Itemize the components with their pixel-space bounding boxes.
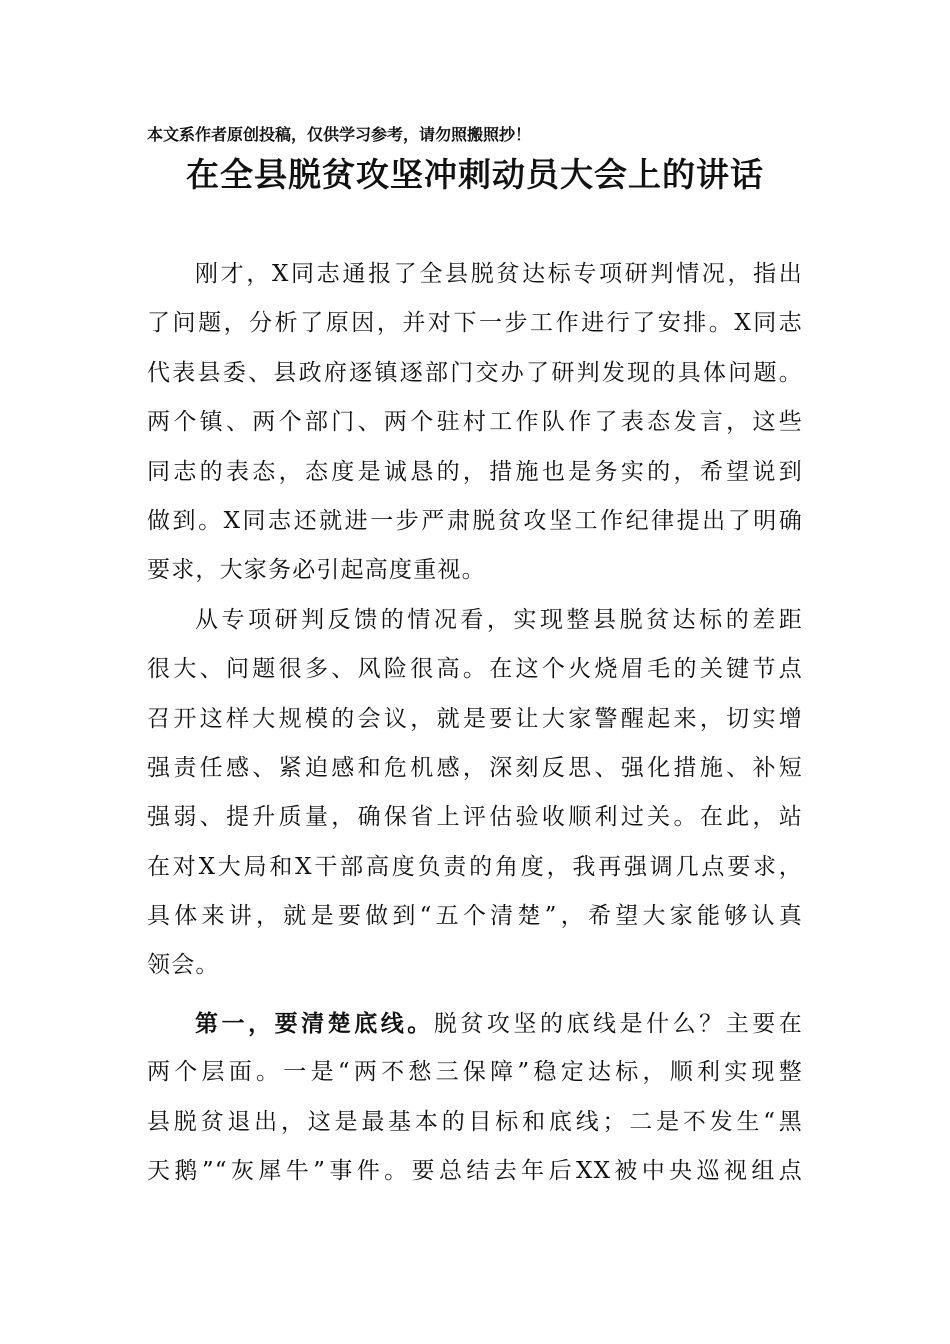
paragraph-line: 代表县委、县政府逐镇逐部门交办了研判发现的具体问题。 bbox=[147, 359, 803, 386]
paragraph-line: 很大、问题很多、风险很高。在这个火烧眉毛的关键节点 bbox=[147, 656, 803, 683]
paragraph-line: 两个层面。一是“两不愁三保障”稳定达标，顺利实现整 bbox=[147, 1059, 803, 1086]
copyright-notice: 本文系作者原创投稿，仅供学习参考，请勿照搬照抄！ bbox=[147, 125, 532, 144]
paragraph-line: 具体来讲，就是要做到“五个清楚”，希望大家能够认真 bbox=[147, 903, 803, 930]
paragraph-line: 两个镇、两个部门、两个驻村工作队作了表态发言，这些 bbox=[147, 409, 803, 436]
paragraph-line: 强弱、提升质量，确保省上评估验收顺利过关。在此，站 bbox=[147, 804, 803, 831]
paragraph-1 bbox=[147, 250, 827, 596]
paragraph-line-with-lead bbox=[147, 999, 803, 1048]
paragraph-3 bbox=[147, 999, 827, 1197]
paragraph-line: 县脱贫退出，这是最基本的目标和底线；二是不发生“黑 bbox=[147, 1108, 803, 1135]
paragraph-line: 刚才，X同志通报了全县脱贫达标专项研判情况，指出 bbox=[195, 261, 803, 287]
paragraph-line: 要求，大家务必引起高度重视。 bbox=[147, 557, 486, 584]
section-heading: 第一，要清楚底线。 bbox=[195, 1009, 434, 1037]
speech-body bbox=[147, 250, 827, 1196]
paragraph-text: 脱贫攻坚的底线是什么？主要在 bbox=[433, 1010, 803, 1037]
paragraph-line: 了问题，分析了原因，并对下一步工作进行了安排。X同志 bbox=[147, 310, 803, 337]
page-title: 在全县脱贫攻坚冲刺动员大会上的讲话 bbox=[186, 155, 764, 194]
paragraph-line: 做到。X同志还就进一步严肃脱贫攻坚工作纪律提出了明确 bbox=[147, 507, 803, 534]
paragraph-line: 召开这样大规模的会议，就是要让大家警醒起来，切实增 bbox=[147, 705, 803, 732]
paragraph-line: 同志的表态，态度是诚恳的，措施也是务实的，希望说到 bbox=[147, 458, 803, 485]
paragraph-line: 在对X大局和X干部高度负责的角度，我再强调几点要求， bbox=[147, 853, 803, 880]
paragraph-line: 从专项研判反馈的情况看，实现整县脱贫达标的差距 bbox=[195, 606, 803, 633]
paragraph-line: 领会。 bbox=[147, 952, 220, 979]
paragraph-line: 强责任感、紧迫感和危机感，深刻反思、强化措施、补短 bbox=[147, 754, 803, 781]
paragraph-line: 天鹅”“灰犀牛”事件。要总结去年后XX被中央巡视组点 bbox=[147, 1158, 803, 1185]
paragraph-2 bbox=[147, 596, 827, 991]
